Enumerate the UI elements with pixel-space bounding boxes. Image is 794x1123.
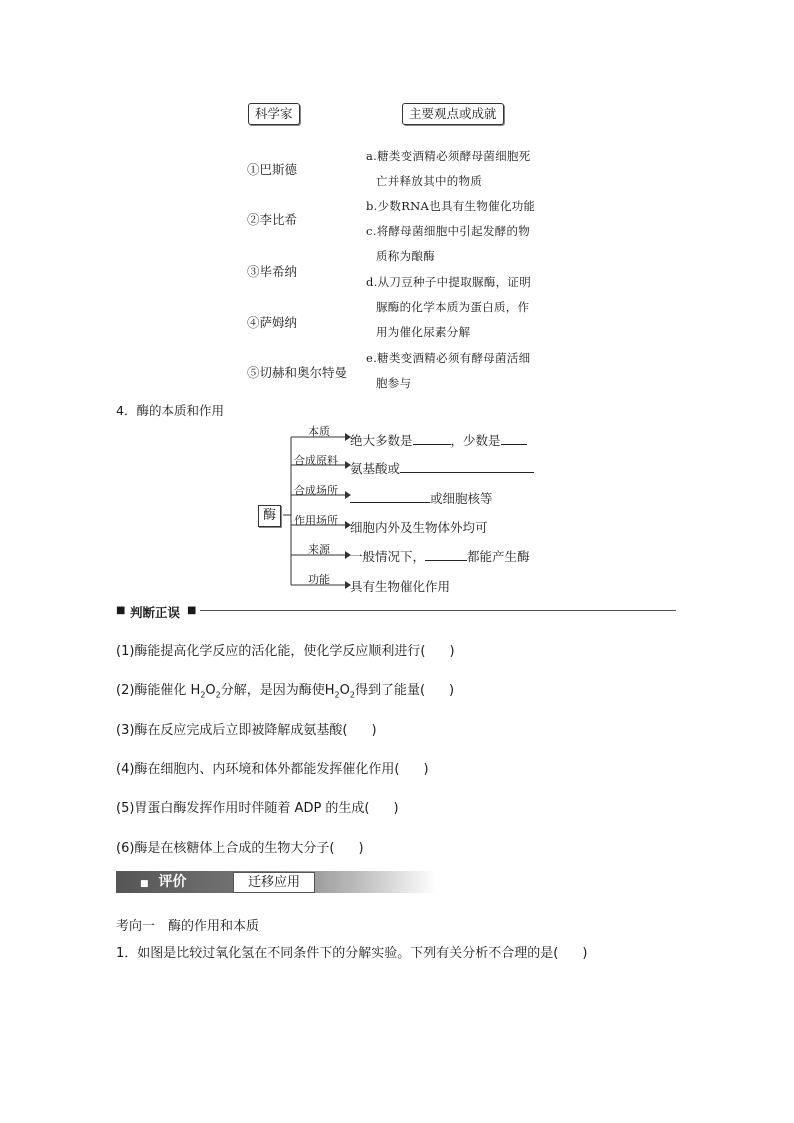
judge-square-icon-right: ■	[187, 605, 197, 616]
blank-synthesis-site[interactable]	[350, 490, 430, 503]
achievement-d-line3: 用为催化尿素分解	[376, 325, 471, 339]
enzyme-root-box: 酶	[258, 505, 281, 527]
achievement-d-line2: 脲酶的化学本质为蛋白质，作	[376, 300, 530, 314]
branch-label-action-site: 作用场所	[294, 514, 338, 527]
judge-title: 判断正误	[130, 605, 181, 620]
judge-divider	[200, 610, 676, 611]
branch-label-raw-material: 合成原料	[294, 454, 338, 467]
achievement-c-line2: 质称为酿酶	[376, 249, 435, 263]
scientist-4: ④萨姆纳	[247, 315, 298, 330]
achievement-a-line2: 亡并释放其中的物质	[376, 174, 483, 188]
achievement-c-line1: c.将酵母菌细胞中引起发酵的物	[366, 224, 531, 238]
judge-square-icon-left: ■	[116, 605, 126, 616]
judge-item-6: (6)酶是在核糖体上合成的生物大分子( )	[116, 841, 364, 856]
branch-content-function: 具有生物催化作用	[350, 579, 451, 594]
judge-item-5: (5)胃蛋白酶发挥作用时伴随着 ADP 的生成( )	[116, 801, 399, 816]
branch-label-synthesis-site: 合成场所	[294, 484, 338, 497]
blank-nature-1[interactable]	[413, 432, 451, 445]
achievement-b-line1: b.少数RNA也具有生物催化功能	[366, 199, 536, 213]
branch-content-action-site: 细胞内外及生物体外均可	[350, 520, 488, 535]
achievement-e-line2: 胞参与	[376, 376, 412, 390]
section-4-title: 4．酶的本质和作用	[116, 403, 224, 418]
judge-item-3: (3)酶在反应完成后立即被降解成氨基酸( )	[116, 723, 377, 738]
question-1: 1．如图是比较过氧化氢在不同条件下的分解实验。下列有关分析不合理的是( )	[116, 946, 588, 961]
scientist-2: ②李比希	[247, 212, 298, 227]
branch-label-source: 来源	[308, 543, 330, 556]
evaluation-banner-tab: 迁移应用	[233, 872, 315, 893]
scientist-5: ⑤切赫和奥尔特曼	[247, 365, 348, 380]
branch-content-raw-material: 氨基酸或	[350, 459, 534, 477]
scientist-3: ③毕希纳	[247, 264, 298, 279]
blank-raw-material[interactable]	[400, 460, 534, 473]
blank-source[interactable]	[425, 548, 467, 561]
judge-item-2: (2)酶能催化 $H_2O_2$分解，是因为酶使$H_2O_2$得到了能量( )	[116, 683, 455, 700]
branch-content-nature: 绝大多数是 ，少数是	[350, 431, 527, 449]
achievement-e-line1: e.糖类变酒精必须有酵母菌活细	[366, 351, 531, 365]
scientist-header: 科学家	[248, 103, 300, 125]
branch-label-function: 功能	[308, 573, 330, 586]
banner-square-icon: ■	[140, 879, 149, 889]
branch-label-nature: 本质	[308, 425, 330, 438]
scientist-1: ①巴斯德	[247, 162, 298, 177]
branch-content-synthesis-site: 或细胞核等	[350, 489, 493, 507]
judge-item-1: (1)酶能提高化学反应的活化能，使化学反应顺利进行( )	[116, 644, 455, 659]
blank-nature-2[interactable]	[501, 432, 527, 445]
direction-title: 考向一 酶的作用和本质	[116, 919, 260, 934]
achievement-header: 主要观点或成就	[402, 103, 504, 125]
achievement-a-line1: a.糖类变酒精必须酵母菌细胞死	[366, 149, 531, 163]
judge-item-4: (4)酶在细胞内、内环境和体外都能发挥催化作用( )	[116, 762, 429, 777]
evaluation-banner-left: ■ 评价	[140, 874, 187, 890]
branch-content-source: 一般情况下， 都能产生酶	[350, 549, 530, 564]
achievement-d-line1: d.从刀豆种子中提取脲酶，证明	[366, 275, 532, 289]
